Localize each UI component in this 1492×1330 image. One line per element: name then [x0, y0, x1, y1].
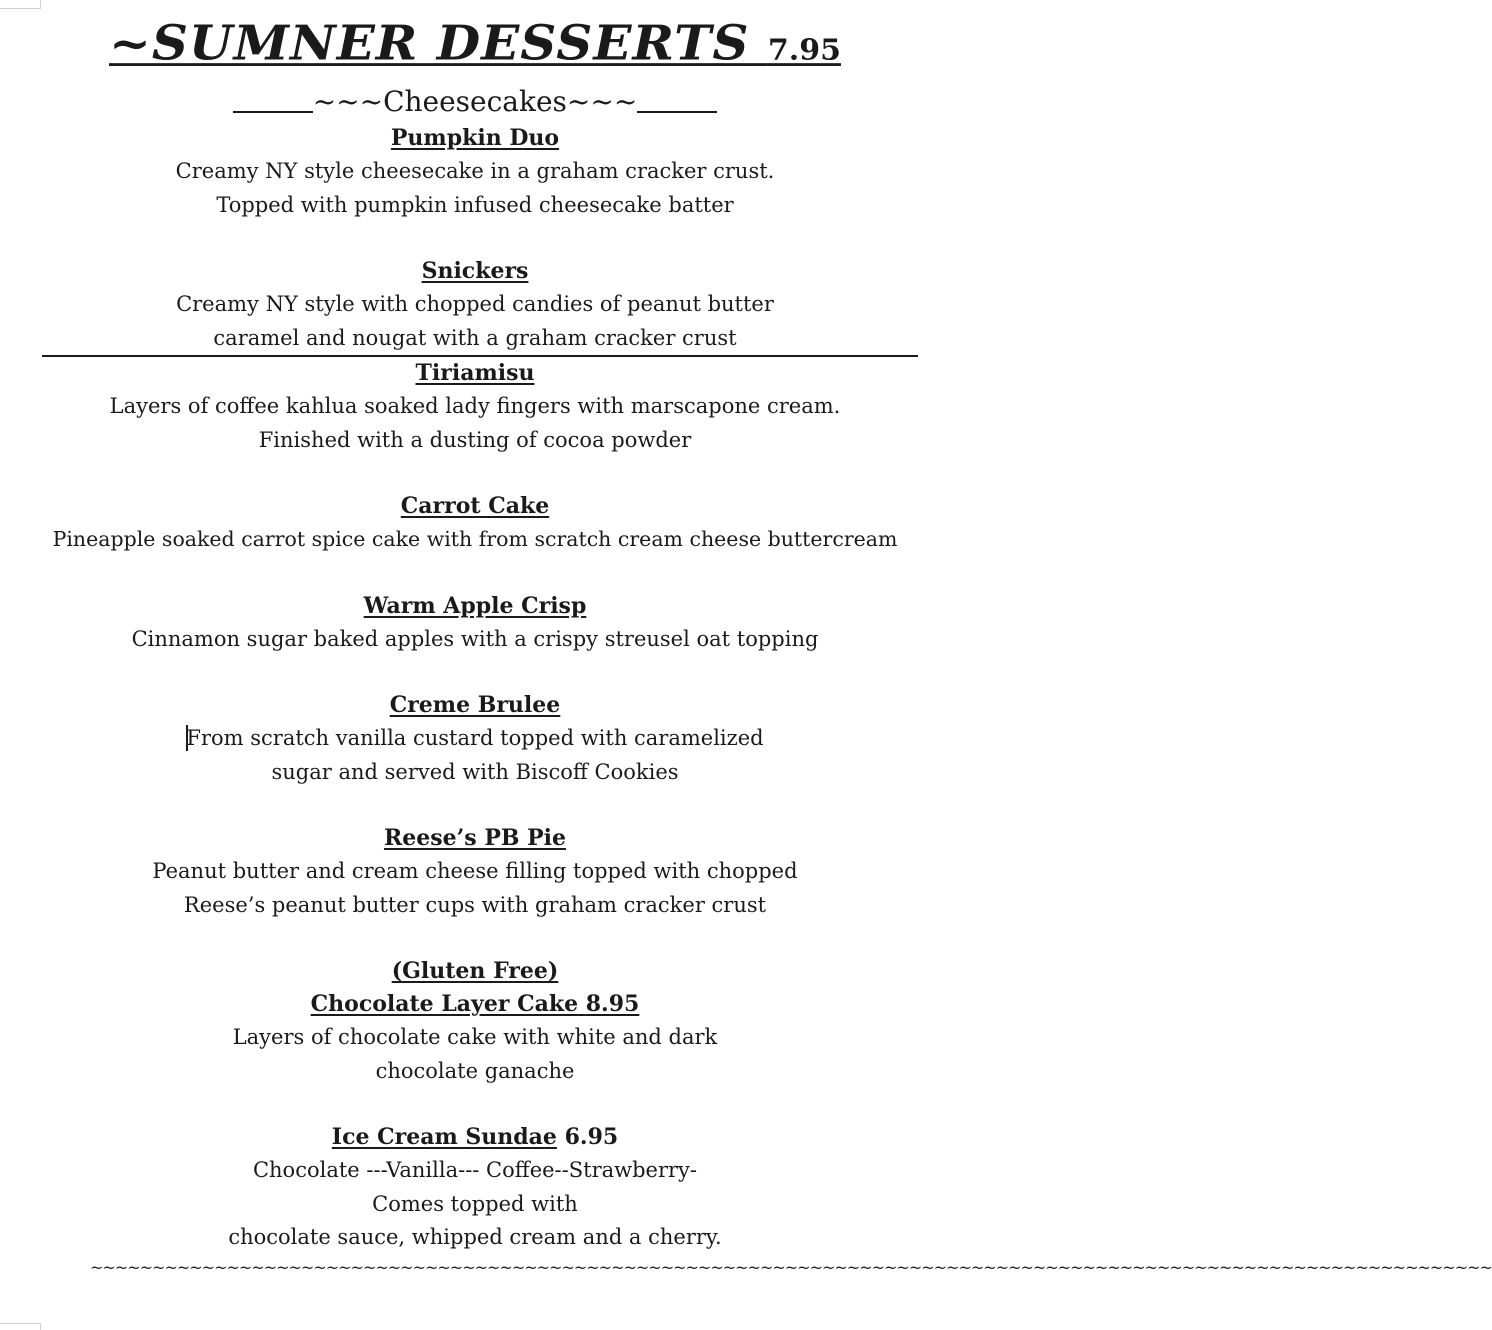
menu-list: [0, 122, 950, 1255]
item-description-line: Layers of chocolate cake with white and dark: [232, 1025, 718, 1049]
heading-rule-right: [637, 111, 717, 113]
spacer: [0, 1088, 950, 1121]
item-name: Snickers: [421, 258, 529, 284]
page-corner-bottom: [0, 1323, 41, 1330]
spacer: [0, 222, 950, 255]
item-price: 6.95: [564, 1124, 619, 1150]
section-heading-text: ~~~Cheesecakes~~~: [312, 85, 638, 118]
menu-item-pumpkin-duo: [0, 122, 950, 222]
menu-item-warm-apple-crisp: [0, 590, 950, 657]
menu-title-wrap: [0, 14, 950, 80]
item-description-line: Chocolate ---Vanilla--- Coffee--Strawberry-: [252, 1158, 698, 1182]
menu-item-creme-brulee: [0, 689, 950, 789]
item-name-with-price: [0, 988, 950, 1021]
spacer: [0, 457, 950, 490]
item-name: Warm Apple Crisp: [363, 592, 587, 619]
menu-item-reeses-pb-pie: [0, 822, 950, 922]
item-description-line: Comes topped with: [372, 1191, 578, 1216]
menu-title: [109, 16, 841, 79]
item-name: Carrot Cake: [400, 493, 550, 519]
page-corner-top: [0, 0, 41, 9]
item-name: Pumpkin Duo: [390, 125, 560, 151]
item-name: Chocolate Layer Cake: [310, 991, 579, 1017]
item-description-line: chocolate ganache: [375, 1058, 575, 1083]
menu-item-carrot-cake: [0, 490, 950, 557]
item-description-line: Topped with pumpkin infused cheesecake batter: [216, 192, 734, 217]
item-description-line: Pineapple soaked carrot spice cake with from scratch cream cheese buttercream: [52, 527, 898, 551]
heading-rule-left: [233, 111, 313, 113]
item-description-line: [0, 722, 950, 756]
menu-title-text: ~SUMNER DESSERTS: [109, 14, 750, 71]
item-note: (Gluten Free): [391, 958, 559, 984]
item-price: 8.95: [585, 991, 640, 1017]
item-description-line: Finished with a dusting of cocoa powder: [258, 427, 692, 452]
item-description-line: Peanut butter and cream cheese filling topped with chopped: [152, 859, 798, 883]
item-description-line: Cinnamon sugar baked apples with a crispy streusel oat topping: [131, 626, 819, 651]
menu-item-snickers: [0, 255, 950, 355]
spacer: [0, 557, 950, 590]
item-description-line: Layers of coffee kahlua soaked lady fingers with marscapone cream.: [109, 394, 841, 418]
item-name: Ice Cream Sundae: [331, 1124, 557, 1150]
item-name-with-price: [0, 1121, 950, 1154]
menu-item-chocolate-layer-cake: [0, 955, 950, 1088]
spacer: [0, 789, 950, 822]
spacer: [0, 656, 950, 689]
spacer: [0, 922, 950, 955]
item-description-line: Creamy NY style with chopped candies of peanut butter: [176, 292, 774, 316]
item-description-line: Reese’s peanut butter cups with graham cracker crust: [183, 892, 767, 917]
item-name: Reese’s PB Pie: [383, 825, 567, 851]
menu-item-ice-cream-sundae: [0, 1121, 950, 1255]
item-description-text: From scratch vanilla custard topped with caramelized: [186, 726, 764, 750]
item-description-line: sugar and served with Biscoff Cookies: [271, 759, 679, 784]
item-name: Tiriamisu: [415, 360, 535, 386]
section-heading-cheesecakes: [0, 84, 950, 120]
menu-item-tiriamisu: [0, 357, 950, 457]
item-name: Creme Brulee: [389, 692, 561, 718]
footer-tilde-rule: ~~~~~~~~~~~~~~~~~~~~~~~~~~~~~~~~~~~~~~~~~~~~~~~~~~~~~~~~~~~~~~~~~~~~~~~~~~~~~~~~~~~~~~~~~~~~~~~~~~~~~~~~~~~~~~~~~: [90, 1258, 1492, 1277]
item-description-line: caramel and nougat with a graham cracker crust: [213, 325, 737, 350]
menu-title-price: 7.95: [767, 33, 841, 67]
item-description-line: chocolate sauce, whipped cream and a cherry.: [228, 1225, 722, 1249]
item-description-line: Creamy NY style cheesecake in a graham cracker crust.: [175, 159, 775, 183]
